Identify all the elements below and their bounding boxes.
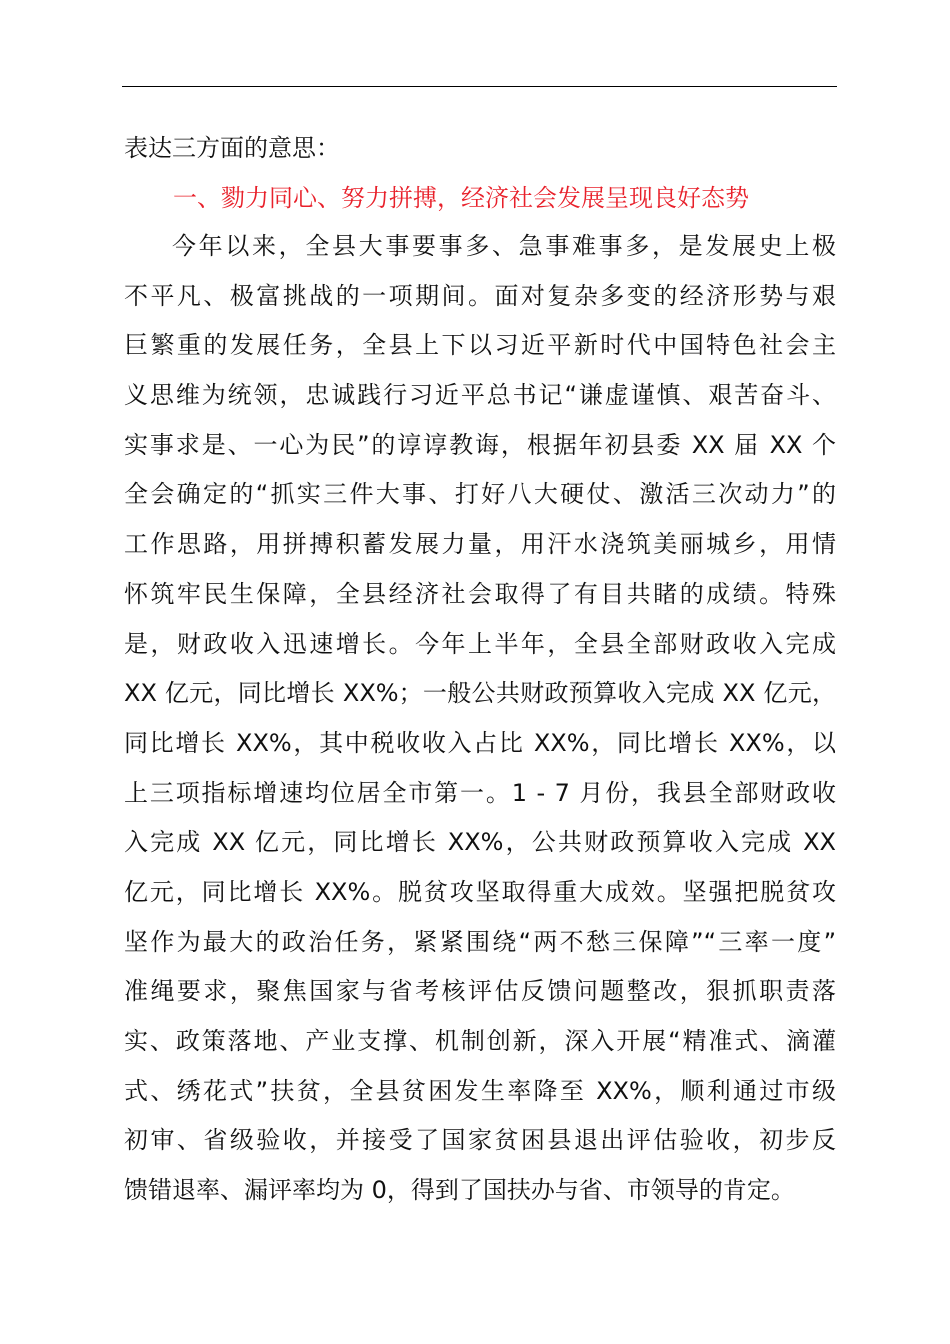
paragraph-line: 实、政策落地、产业支撑、机制创新，深入开展“精准式、滴灌 (124, 1027, 836, 1055)
paragraph-line: 同比增长 XX%，其中税收收入占比 XX%，同比增长 XX%，以 (124, 728, 836, 757)
paragraph-line: XX 亿元，同比增长 XX%；一般公共财政预算收入完成 XX 亿元， (124, 679, 836, 708)
paragraph-line: 巨繁重的发展任务，全县上下以习近平新时代中国特色社会主 (124, 331, 836, 360)
paragraph-line: 义思维为统领，忠诚践行习近平总书记“谦虚谨慎、艰苦奋斗、 (124, 381, 836, 410)
paragraph-line: 准绳要求，聚焦国家与省考核评估反馈问题整改，狠抓职责落 (124, 977, 836, 1006)
paragraph-line: 初审、省级验收，并接受了国家贫困县退出评估验收，初步反 (124, 1126, 836, 1155)
paragraph-line: 不平凡、极富挑战的一项期间。面对复杂多变的经济形势与艰 (124, 281, 836, 310)
header-rule (122, 86, 837, 87)
paragraph-line: 是，财政收入迅速增长。今年上半年，全县全部财政收入完成 (124, 629, 836, 658)
paragraph-line: 式、绣花式”扶贫，全县贫困发生率降至 XX%，顺利通过市级 (124, 1076, 836, 1105)
intro-text: 表达三方面的意思： (124, 134, 340, 162)
paragraph-line: 工作思路，用拼搏积蓄发展力量，用汗水浇筑美丽城乡，用情 (124, 530, 836, 559)
paragraph-line: 馈错退率、漏评率均为 0，得到了国扶办与省、市领导的肯定。 (124, 1176, 795, 1205)
body-paragraph (124, 231, 836, 1225)
paragraph-line: 实事求是、一心为民”的谆谆教诲，根据年初县委 XX 届 XX 个 (124, 430, 836, 459)
paragraph-line: 亿元，同比增长 XX%。脱贫攻坚取得重大成效。坚强把脱贫攻 (124, 877, 836, 906)
paragraph-line: 怀筑牢民生保障，全县经济社会取得了有目共睹的成绩。特殊 (124, 579, 836, 608)
paragraph-line: 入完成 XX 亿元，同比增长 XX%，公共财政预算收入完成 XX (124, 828, 836, 857)
paragraph-line: 全会确定的“抓实三件大事、打好八大硬仗、激活三次动力”的 (124, 480, 836, 509)
paragraph-line: 坚作为最大的政治任务，紧紧围绕“两不愁三保障”“三率一度” (124, 927, 836, 956)
paragraph-line: 今年以来，全县大事要事多、急事难事多，是发展史上极 (172, 232, 836, 260)
paragraph-line: 上三项指标增速均位居全市第一。1 - 7 月份，我县全部财政收 (124, 778, 836, 807)
section-heading: 一、勠力同心、努力拼搏，经济社会发展呈现良好态势 (173, 184, 749, 212)
